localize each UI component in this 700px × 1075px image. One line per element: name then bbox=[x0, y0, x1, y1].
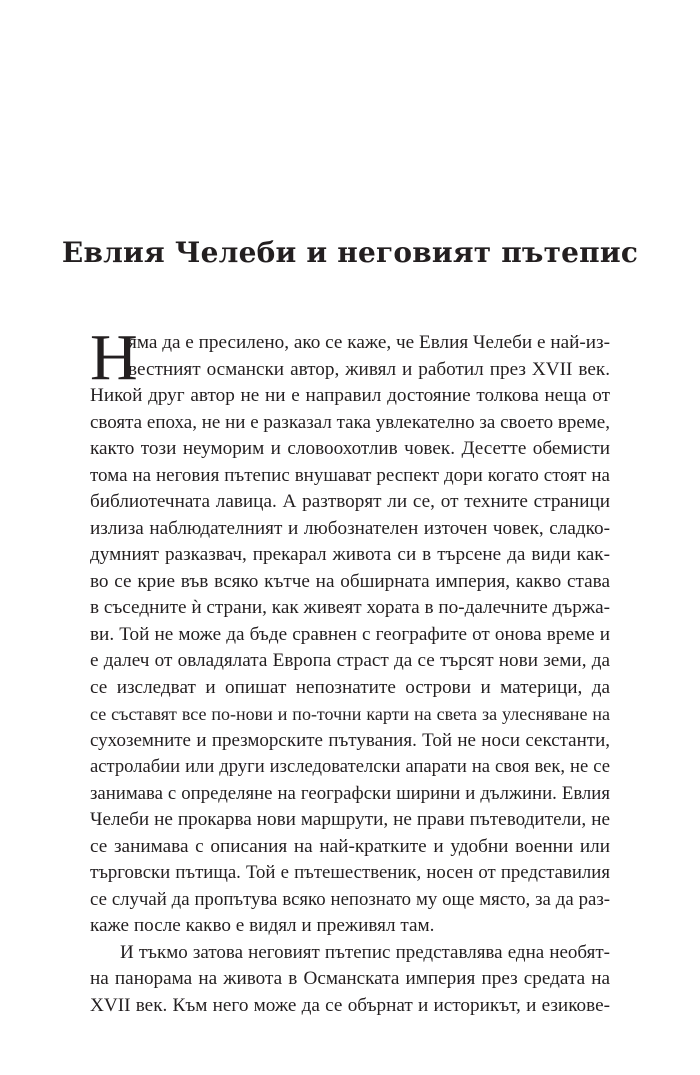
paragraph-line: каже после какво е видял и преживял там. bbox=[90, 915, 435, 936]
paragraph-line: в съседните ѝ страни, как живеят хората в по-далечните държа- bbox=[90, 597, 610, 618]
paragraph-line: Никой друг автор не ни е направил достояние толкова неща от bbox=[90, 385, 610, 406]
paragraph-line: както този неуморим и словоохотлив човек. Десетте обемисти bbox=[90, 438, 610, 459]
paragraph-line: вестният османски автор, живял и работил през XVII век. bbox=[128, 358, 610, 380]
paragraph-line: яма да е пресилено, ако се каже, че Евлия Челеби е най-из- bbox=[128, 332, 610, 353]
paragraph-line: излиза наблюдателният и любознателен източен човек, сладко- bbox=[90, 517, 610, 539]
paragraph-line: думният разказвач, прекарал живота си в търсене да види как- bbox=[90, 544, 610, 565]
paragraph-line: на панорама на живота в Османската империя през средата на bbox=[90, 968, 610, 989]
paragraph-line: ви. Той не може да бъде сравнен с географите от онова време и bbox=[90, 623, 610, 645]
paragraph-line: сухоземните и презморските пътувания. Той не носи секстанти, bbox=[90, 729, 610, 751]
paragraph-line: се занимава с описания на най-кратките и удобни военни или bbox=[90, 835, 610, 857]
paragraph-line: библиотечната лавица. А разтворят ли се, от техните страници bbox=[90, 491, 610, 512]
paragraph-line: во се крие във всяко кътче на обширната империя, какво става bbox=[90, 570, 610, 592]
chapter-title: Евлия Челеби и неговият пътепис bbox=[61, 236, 639, 269]
paragraph-line: е далеч от овладялата Европа страст да се търсят нови земи, да bbox=[90, 650, 610, 671]
body-text bbox=[90, 321, 610, 1019]
paragraph-line: се изследват и опишат непознатите острови и материци, да bbox=[90, 676, 610, 698]
paragraph-line: се съставят все по-нови и по-точни карти на света за улесняване на bbox=[90, 704, 610, 724]
paragraph-line: търговски пътища. Той е пътешественик, носен от представилия bbox=[90, 862, 610, 883]
paragraph-line: своята епоха, не ни е разказал така увлекателно за своето време, bbox=[90, 411, 610, 433]
paragraph-line: Челеби не прокарва нови маршрути, не прави пътеводители, не bbox=[90, 809, 610, 830]
paragraph-line: астролабии или други изследователски апарати на своя век, не се bbox=[90, 756, 610, 777]
paragraph-line: тома на неговия пътепис внушават респект дори когато стоят на bbox=[90, 464, 610, 486]
paragraph-line: XVII век. Към него може да се обърнат и историкът, и езикове- bbox=[90, 994, 610, 1016]
paragraph-line: се случай да пропътува всяко непознато му още място, за да раз- bbox=[90, 888, 610, 910]
paragraph-line: занимава с определяне на географски ширини и дължини. Евлия bbox=[90, 782, 610, 804]
drop-cap: Н bbox=[90, 321, 138, 394]
paragraph-line: И тъкмо затова неговият пътепис представлява една необят- bbox=[120, 941, 610, 963]
